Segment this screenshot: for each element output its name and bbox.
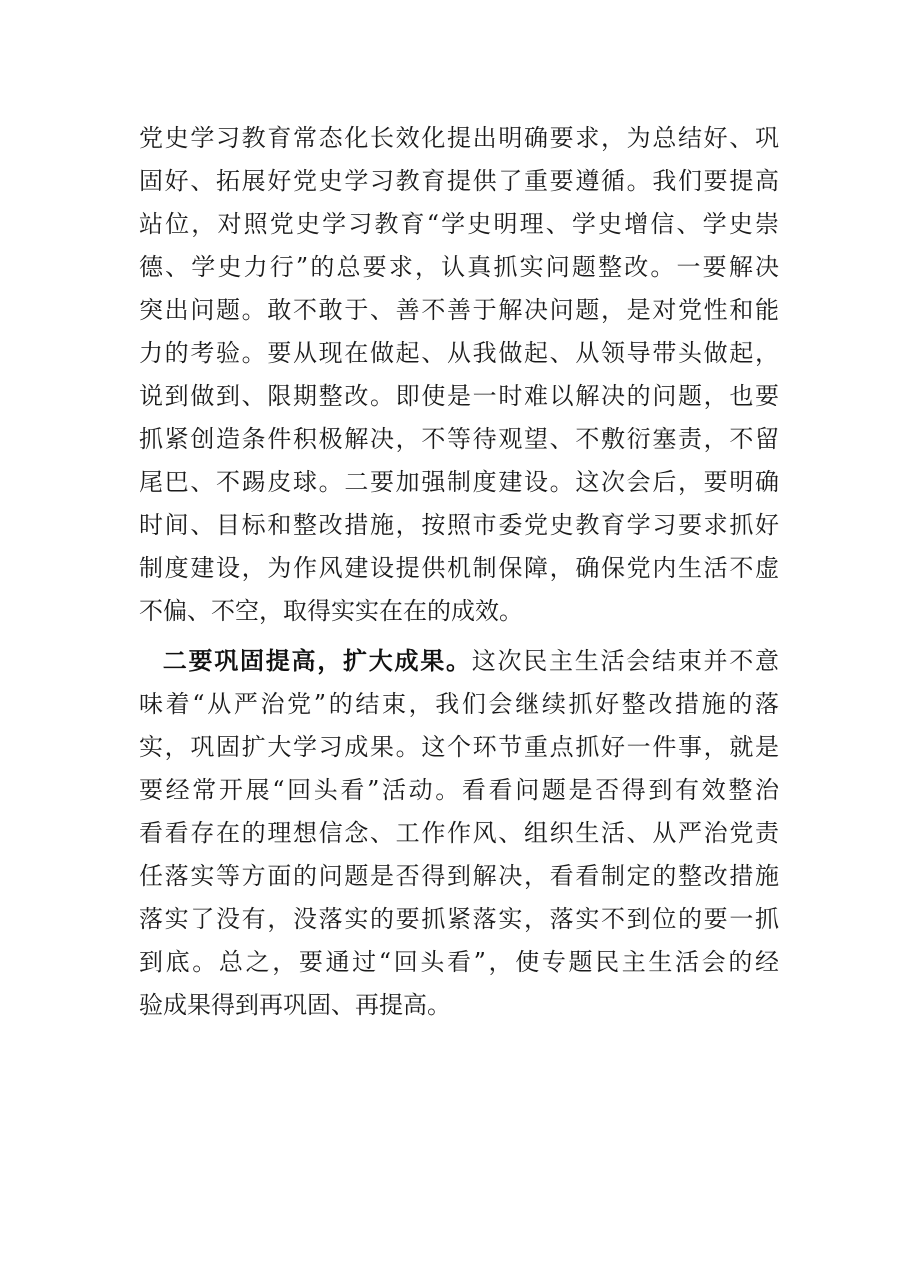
paragraph-2-line: 落实了没有，没落实的要抓紧落实，落实不到位的要一抓 bbox=[139, 905, 779, 933]
paragraph-1-line: 党史学习教育常态化长效化提出明确要求，为总结好、巩 bbox=[139, 124, 779, 152]
paragraph-1-line: 制度建设，为作风建设提供机制保障，确保党内生活不虚 bbox=[139, 554, 779, 582]
paragraph-2-line: 要经常开展“回头看”活动。看看问题是否得到有效整治 bbox=[139, 776, 779, 804]
paragraph-gap bbox=[139, 633, 779, 640]
paragraph-1-line: 不偏、不空，取得实实在在的成效。 bbox=[139, 597, 523, 625]
paragraph-1-line: 德、学史力行”的总要求，认真抓实问题整改。一要解决 bbox=[139, 253, 779, 281]
paragraph-1-line: 抓紧创造条件积极解决，不等待观望、不敷衍塞责，不留 bbox=[139, 425, 779, 453]
paragraph-2-line: 到底。总之，要通过“回头看”，使专题民主生活会的经 bbox=[139, 948, 779, 976]
paragraph-2-lead-heading: 二要巩固提高，扩大成果。 bbox=[161, 647, 472, 675]
paragraph-1-line: 说到做到、限期整改。即使是一时难以解决的问题，也要 bbox=[139, 382, 779, 410]
paragraph-2-line: 任落实等方面的问题是否得到解决，看看制定的整改措施 bbox=[139, 862, 779, 890]
paragraph-2-line: 看看存在的理想信念、工作作风、组织生活、从严治党责 bbox=[139, 819, 779, 847]
paragraph-1-line: 时间、目标和整改措施，按照市委党史教育学习要求抓好 bbox=[139, 511, 779, 539]
paragraph-1-line: 力的考验。要从现在做起、从我做起、从领导带头做起， bbox=[139, 339, 779, 367]
paragraph-2-first-line bbox=[139, 640, 779, 683]
paragraph-2-first-line-text: 这次民主生活会结束并不意 bbox=[471, 647, 779, 675]
paragraph-1-line: 尾巴、不踢皮球。二要加强制度建设。这次会后，要明确 bbox=[139, 468, 779, 496]
paragraph-2-line: 味着“从严治党”的结束，我们会继续抓好整改措施的落 bbox=[139, 690, 779, 718]
document-body bbox=[139, 117, 779, 1027]
paragraph-2-line: 实，巩固扩大学习成果。这个环节重点抓好一件事，就是 bbox=[139, 733, 779, 761]
paragraph-1-line: 固好、拓展好党史学习教育提供了重要遵循。我们要提高 bbox=[139, 167, 779, 195]
paragraph-1-line: 站位，对照党史学习教育“学史明理、学史增信、学史崇 bbox=[139, 210, 779, 238]
paragraph-2 bbox=[139, 640, 779, 1027]
paragraph-1-line: 突出问题。敢不敢于、善不善于解决问题，是对党性和能 bbox=[139, 296, 779, 324]
paragraph-1 bbox=[139, 117, 779, 633]
paragraph-2-line: 验成果得到再巩固、再提高。 bbox=[139, 991, 451, 1019]
